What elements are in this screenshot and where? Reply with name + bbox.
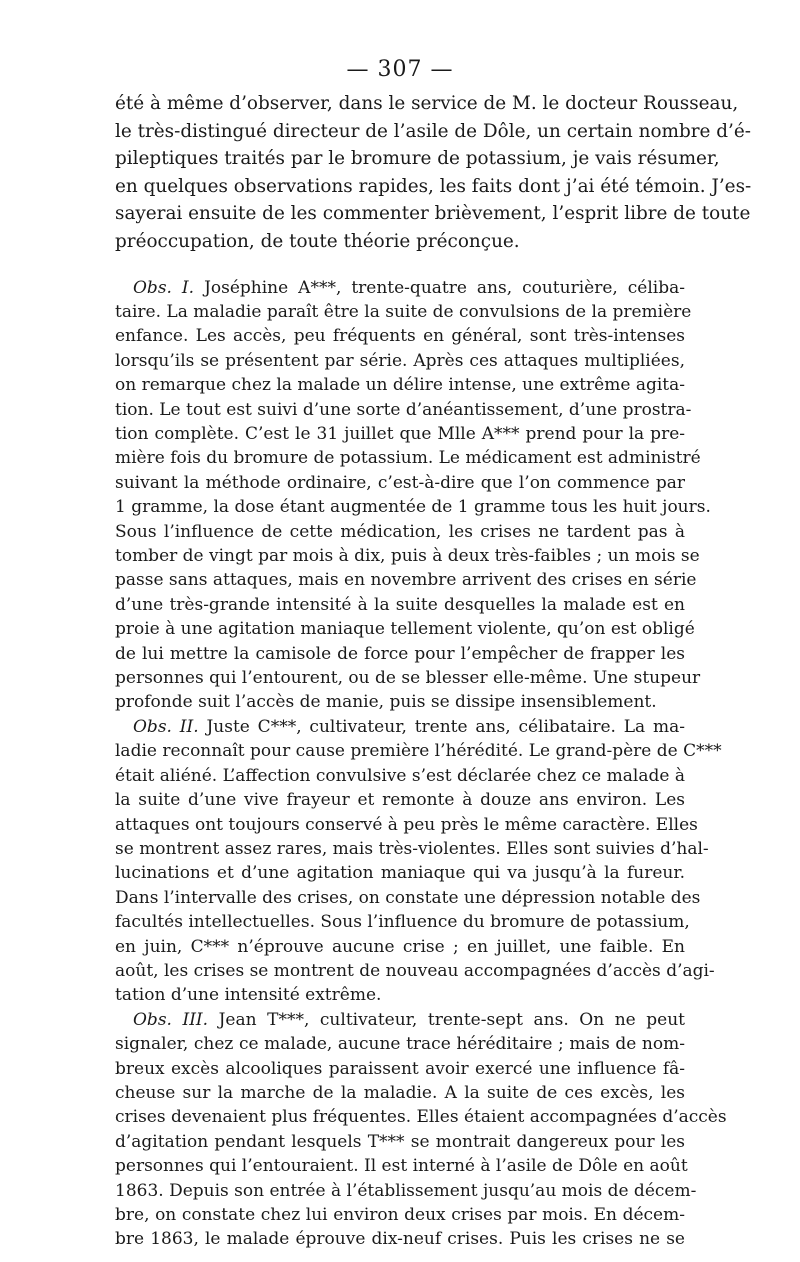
text-line: août, les crises se montrent de nouveau accompagnées d’accès d’agi- <box>115 960 715 981</box>
text-line: enfance. Les accès, peu fréquents en général, sont très-intenses <box>115 326 685 347</box>
text-line: de lui mettre la camisole de force pour l’empêcher de frapper les <box>115 643 685 664</box>
text-line: bre, on constate chez lui environ deux crises par mois. En décem- <box>115 1205 685 1225</box>
text-line: facultés intellectuelles. Sous l’influence du bromure de potassium, <box>115 912 690 933</box>
text-line: breux excès alcooliques paraissent avoir exercé une influence fâ- <box>115 1058 685 1079</box>
text-line: en juin, C*** n’éprouve aucune crise ; en juillet, une faible. En <box>115 936 685 957</box>
text-line: personnes qui l’entouraient. Il est interné à l’asile de Dôle en août <box>115 1156 688 1177</box>
observation-3 <box>115 1008 727 1252</box>
text-line <box>115 276 685 300</box>
text-line: crises devenaient plus fréquentes. Elles étaient accompagnées d’accès <box>115 1107 727 1128</box>
text-line: signaler, chez ce malade, aucune trace héréditaire ; mais de nom- <box>115 1034 685 1055</box>
observation-2 <box>115 715 722 1008</box>
observation-text: Juste C***, cultivateur, trente ans, célibataire. La ma- <box>206 716 686 737</box>
text-line: lorsqu’ils se présentent par série. Après ces attaques multipliées, <box>115 350 685 371</box>
text-line: attaques ont toujours conservé à peu près le même caractère. Elles <box>115 814 698 835</box>
text-line: pileptiques traités par le bromure de potassium, je vais résumer, <box>115 148 720 170</box>
text-line: tion. Le tout est suivi d’une sorte d’anéantissement, d’une prostra- <box>115 399 692 420</box>
text-line: mière fois du bromure de potassium. Le médicament est administré <box>115 448 701 469</box>
text-line: ladie reconnaît pour cause première l’hérédité. Le grand-père de C*** <box>115 741 722 762</box>
text-line: tation d’une intensité extrême. <box>115 985 382 1006</box>
observation-1 <box>115 276 711 715</box>
observation-label: Obs. III. <box>133 1009 209 1030</box>
text-line: tion complète. C’est le 31 juillet que Mlle A*** prend pour la pre- <box>115 424 685 444</box>
text-line: d’une très-grande intensité à la suite desquelles la malade est en <box>115 594 685 615</box>
text-line: taire. La maladie paraît être la suite de convulsions de la première <box>115 301 692 322</box>
text-line: bre 1863, le malade éprouve dix-neuf crises. Puis les crises ne se <box>115 1229 685 1250</box>
text-line <box>115 715 685 739</box>
text-line: Dans l’intervalle des crises, on constate une dépression notable des <box>115 887 701 908</box>
text-line <box>115 1008 685 1032</box>
text-line: 1 gramme, la dose étant augmentée de 1 gramme tous les huit jours. <box>115 497 711 518</box>
text-line: se montrent assez rares, mais très-violentes. Elles sont suivies d’hal- <box>115 838 709 859</box>
observation-text: Joséphine A***, trente-quatre ans, couturière, céliba- <box>204 277 686 298</box>
text-line: suivant la méthode ordinaire, c’est-à-dire que l’on commence par <box>115 472 685 493</box>
text-line: le très-distingué directeur de l’asile de Dôle, un certain nombre d’é- <box>115 120 751 142</box>
text-line: sayerai ensuite de les commenter brièvement, l’esprit libre de toute <box>115 203 751 225</box>
text-line: lucinations et d’une agitation maniaque qui va jusqu’à la fureur. <box>115 863 685 884</box>
text-line: été à même d’observer, dans le service de M. le docteur Rousseau, <box>115 93 739 114</box>
page-number: — 307 — <box>346 57 454 82</box>
text-line: 1863. Depuis son entrée à l’établissement jusqu’au mois de décem- <box>115 1180 697 1201</box>
observation-label: Obs. II. <box>133 716 199 737</box>
intro-paragraph <box>115 90 752 256</box>
text-line: la suite d’une vive frayeur et remonte à douze ans environ. Les <box>115 790 685 811</box>
text-line: personnes qui l’entourent, ou de se blesser elle-même. Une stupeur <box>115 668 701 689</box>
text-line: passe sans attaques, mais en novembre arrivent des crises en série <box>115 570 697 591</box>
text-line: cheuse sur la marche de la maladie. A la suite de ces excès, les <box>115 1082 685 1103</box>
text-line: en quelques observations rapides, les faits dont j’ai été témoin. J’es- <box>115 175 752 197</box>
text-line: tomber de vingt par mois à dix, puis à deux très-faibles ; un mois se <box>115 546 700 567</box>
text-line: proie à une agitation maniaque tellement violente, qu’on est obligé <box>115 619 695 640</box>
text-line: on remarque chez la malade un délire intense, une extrême agita- <box>115 375 685 396</box>
observation-label: Obs. I. <box>133 277 195 298</box>
observation-text: Jean T***, cultivateur, trente-sept ans. On ne peut <box>218 1009 685 1030</box>
text-line: était aliéné. L’affection convulsive s’est déclarée chez ce malade à <box>115 765 685 786</box>
text-line: Sous l’influence de cette médication, les crises ne tardent pas à <box>115 521 685 542</box>
book-page <box>115 56 752 1252</box>
text-line: préoccupation, de toute théorie préconçue. <box>115 230 520 252</box>
text-line: d’agitation pendant lesquels T*** se montrait dangereux pour les <box>115 1131 685 1152</box>
text-line: profonde suit l’accès de manie, puis se dissipe insensiblement. <box>115 692 657 713</box>
